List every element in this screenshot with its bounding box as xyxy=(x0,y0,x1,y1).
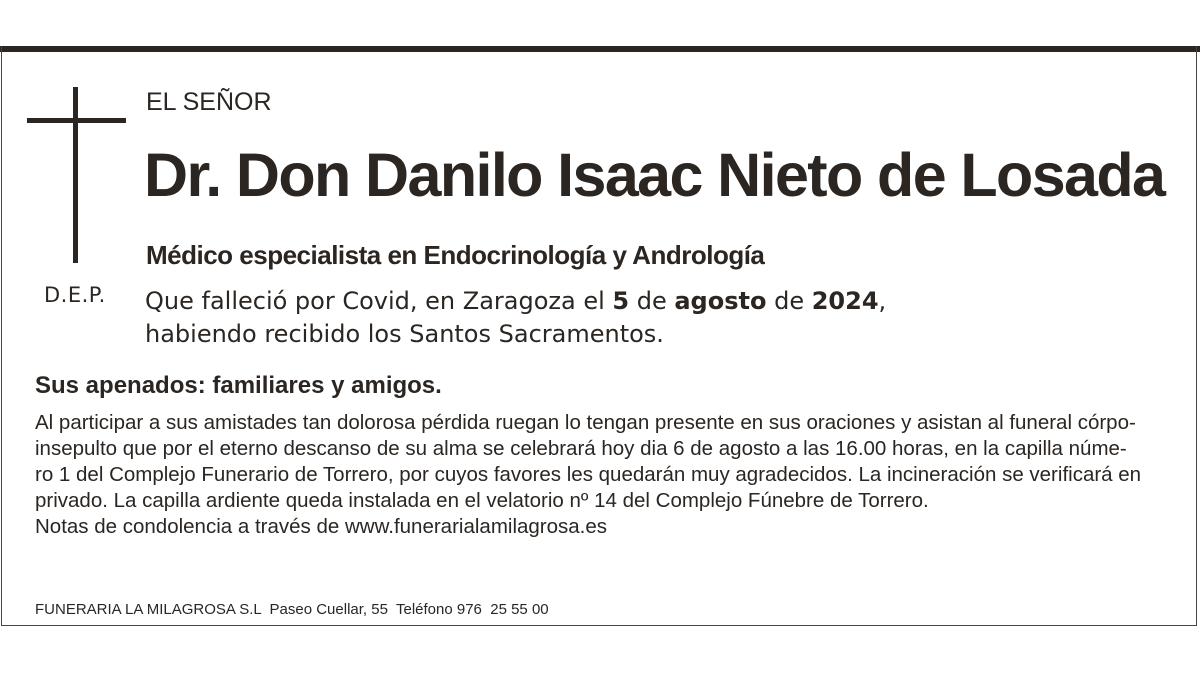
deceased-specialty: Médico especialista en Endocrinología y Andrología xyxy=(146,240,765,270)
death-of-2: de xyxy=(766,287,812,315)
cross-icon-vertical xyxy=(73,87,78,263)
funeral-home-footer: FUNERARIA LA MILAGROSA S.L Paseo Cuellar, 55 Teléfono 976 25 55 00 xyxy=(35,601,549,618)
condolence-line: Notas de condolencia a través de www.funerarialamilagrosa.es xyxy=(35,515,608,538)
sacraments-line: habiendo recibido los Santos Sacramentos. xyxy=(145,320,664,348)
funeral-details-line: ro 1 del Complejo Funerario de Torrero, por cuyos favores les quedarán muy agradecidos. La incineración se verificará en xyxy=(35,463,1142,486)
funeral-details-line: Al participar a sus amistades tan dolorosa pérdida ruegan lo tengan presente en sus oraciones y asistan al funeral córpo- xyxy=(35,411,1136,434)
title-prefix: EL SEÑOR xyxy=(146,88,272,116)
mourners-heading: Sus apenados: familiares y amigos. xyxy=(35,372,442,399)
funeral-details xyxy=(35,410,1170,540)
death-day: 5 xyxy=(612,287,630,315)
death-comma: , xyxy=(878,287,887,315)
death-date-line xyxy=(145,287,886,315)
death-year: 2024 xyxy=(811,287,879,315)
funeral-details-line: insepulto que por el eterno descanso de su alma se celebrará hoy dia 6 de agosto a las 16.00 horas, en la capilla núme- xyxy=(35,437,1127,460)
dep-label: D.E.P. xyxy=(44,283,106,307)
funeral-details-line: privado. La capilla ardiente queda instalada en el velatorio nº 14 del Complejo Fúnebre de Torrero. xyxy=(35,489,929,512)
death-of-1: de xyxy=(629,287,675,315)
death-text: Que falleció por Covid, en Zaragoza el xyxy=(145,287,613,315)
deceased-name: Dr. Don Danilo Isaac Nieto de Losada xyxy=(144,141,1165,209)
death-month: agosto xyxy=(674,287,767,315)
cross-icon-horizontal xyxy=(27,118,126,123)
